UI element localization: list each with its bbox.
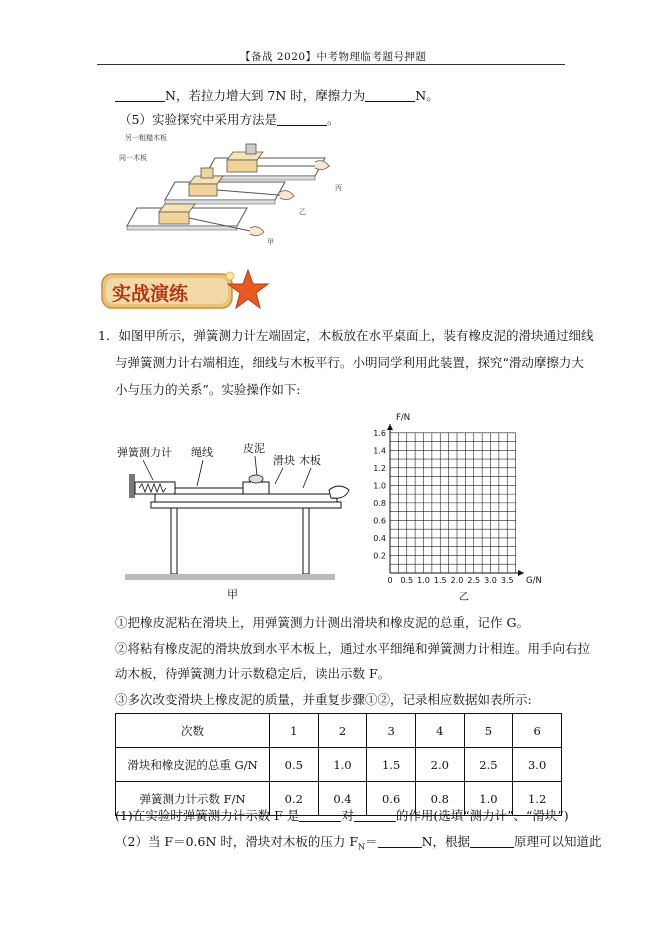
q1-line-1: 1．如图甲所示，弹簧测力计左端固定，木板放在水平桌面上，装有橡皮泥的滑块通过细线 [98, 328, 594, 343]
chart-tick-labels [373, 429, 513, 585]
subquestion-2: （2）当 F＝0.6N 时，滑块对木板的压力 $F_N= N$，根据 原理可以知道此 [115, 834, 602, 852]
table-cell: 2.0 [415, 748, 464, 782]
subquestion-1: (1)在实验时弹簧测力计示数 F 是 对 的作用(选填“测力计”、“滑块”) [115, 808, 569, 823]
x-tick-label: 2.5 [467, 576, 481, 585]
step-1: ①把橡皮泥粘在滑块上，用弹簧测力计测出滑块和橡皮泥的总重，记作 G。 [115, 615, 529, 630]
q1-number: 1． [98, 328, 119, 343]
table-cell: 2.5 [464, 748, 513, 782]
table-cell: 3 [367, 714, 416, 748]
table-header-label: 次数 [116, 714, 270, 748]
table-cell: 3.0 [513, 748, 562, 782]
label-clay: 皮泥 [243, 442, 265, 455]
q1-line-2: 与弹簧测力计右端相连，细线与木板平行。小明同学利用此装置，探究“滑动摩擦力大 [115, 355, 584, 370]
y-tick-label: 1.2 [373, 463, 386, 473]
y-tick-label: 0.8 [373, 498, 386, 508]
label-board: 木板 [299, 454, 321, 467]
label-spring-scale: 弹簧测力计 [117, 446, 172, 459]
answer-blank[interactable] [470, 835, 514, 848]
label-rope: 绳线 [191, 446, 213, 459]
label-block: 滑块 [273, 454, 295, 467]
answer-blank[interactable] [299, 809, 341, 822]
table-cell: 0.4 [318, 782, 367, 816]
table-row-label: 滑块和橡皮泥的总重 G/N [116, 748, 270, 782]
y-tick-label: 0.4 [373, 533, 386, 543]
y-axis-label: F/N [396, 413, 411, 423]
friction-experiment-figure [115, 132, 355, 250]
table-cell: 0.6 [367, 782, 416, 816]
x-tick-label: 2.0 [450, 576, 464, 585]
table-cell: 4 [415, 714, 464, 748]
y-tick-label: 0.6 [373, 516, 386, 526]
caption-jia: 甲 [267, 238, 274, 246]
data-table [115, 713, 562, 816]
intro-line-1: N，若拉力增大到 7N 时，摩擦力为 N。 [115, 88, 439, 105]
x-tick-label: 1.0 [417, 576, 430, 585]
answer-blank[interactable] [115, 89, 165, 102]
x-axis-label: G/N [526, 576, 542, 586]
q1-line-3: 小与压力的关系”。实验操作如下: [115, 382, 301, 397]
board1-label: 同一木板 [119, 154, 147, 162]
table-cell: 0.8 [415, 782, 464, 816]
x-tick-label: 3.5 [500, 576, 514, 585]
answer-blank[interactable] [277, 113, 327, 126]
step-2-line-1: ②将粘有橡皮泥的滑块放到水平木板上，通过水平细绳和弹簧测力计相连。用手向右拉 [115, 641, 591, 656]
header-rule [97, 64, 565, 65]
table-cell: 0.5 [270, 748, 319, 782]
table-cell: 6 [513, 714, 562, 748]
x-tick-label: 0 [387, 576, 393, 585]
x-tick-label: 1.5 [433, 576, 447, 585]
table-cell: 0.2 [270, 782, 319, 816]
x-tick-label: 3.0 [484, 576, 497, 585]
chart-axes [387, 424, 524, 576]
x-axis-arrow [518, 570, 524, 576]
x-tick-label: 0.5 [400, 576, 414, 585]
answer-blank[interactable] [354, 809, 396, 822]
table-row-header [116, 714, 562, 748]
page-header: 【备战 2020】中考物理临考题号押题 [240, 51, 427, 63]
y-tick-label: 1.6 [373, 428, 386, 438]
table-cell: 1.2 [513, 782, 562, 816]
table-cell: 1.0 [464, 782, 513, 816]
table-row-weight [116, 748, 562, 782]
f-vs-g-grid-chart [362, 402, 552, 607]
chart-caption: 乙 [459, 592, 469, 603]
answer-blank[interactable] [378, 835, 422, 848]
table-cell: 1.5 [367, 748, 416, 782]
step-2-line-2: 动木板，待弹簧测力计示数稳定后，读出示数 F。 [115, 666, 391, 681]
banner-title: 实战演练 [112, 283, 189, 305]
flower-icon [226, 272, 234, 280]
table-cell: 2 [318, 714, 367, 748]
table-row-label: 弹簧测力计示数 F/N [116, 782, 270, 816]
practice-banner [100, 264, 270, 314]
y-tick-label: 1.0 [373, 481, 386, 491]
apparatus-caption: 甲 [227, 588, 238, 601]
chart-gridlines [390, 433, 516, 573]
intro-line-2: （5）实验探究中采用方法是 。 [119, 112, 340, 127]
table-cell: 5 [464, 714, 513, 748]
apparatus-figure [115, 436, 350, 601]
answer-blank[interactable] [365, 89, 415, 102]
table-cell: 1 [270, 714, 319, 748]
caption-bing: 丙 [335, 184, 342, 192]
y-tick-label: 0.2 [373, 551, 386, 561]
caption-yi: 乙 [299, 208, 306, 216]
banner-graphic [100, 264, 270, 314]
step-3: ③多次改变滑块上橡皮泥的质量，并重复步骤①②，记录相应数据如表所示: [115, 692, 532, 707]
table-cell: 1.0 [318, 748, 367, 782]
y-axis-arrow [387, 424, 393, 430]
y-tick-label: 1.4 [373, 446, 386, 456]
board2-label: 另一粗糙木板 [125, 134, 167, 142]
